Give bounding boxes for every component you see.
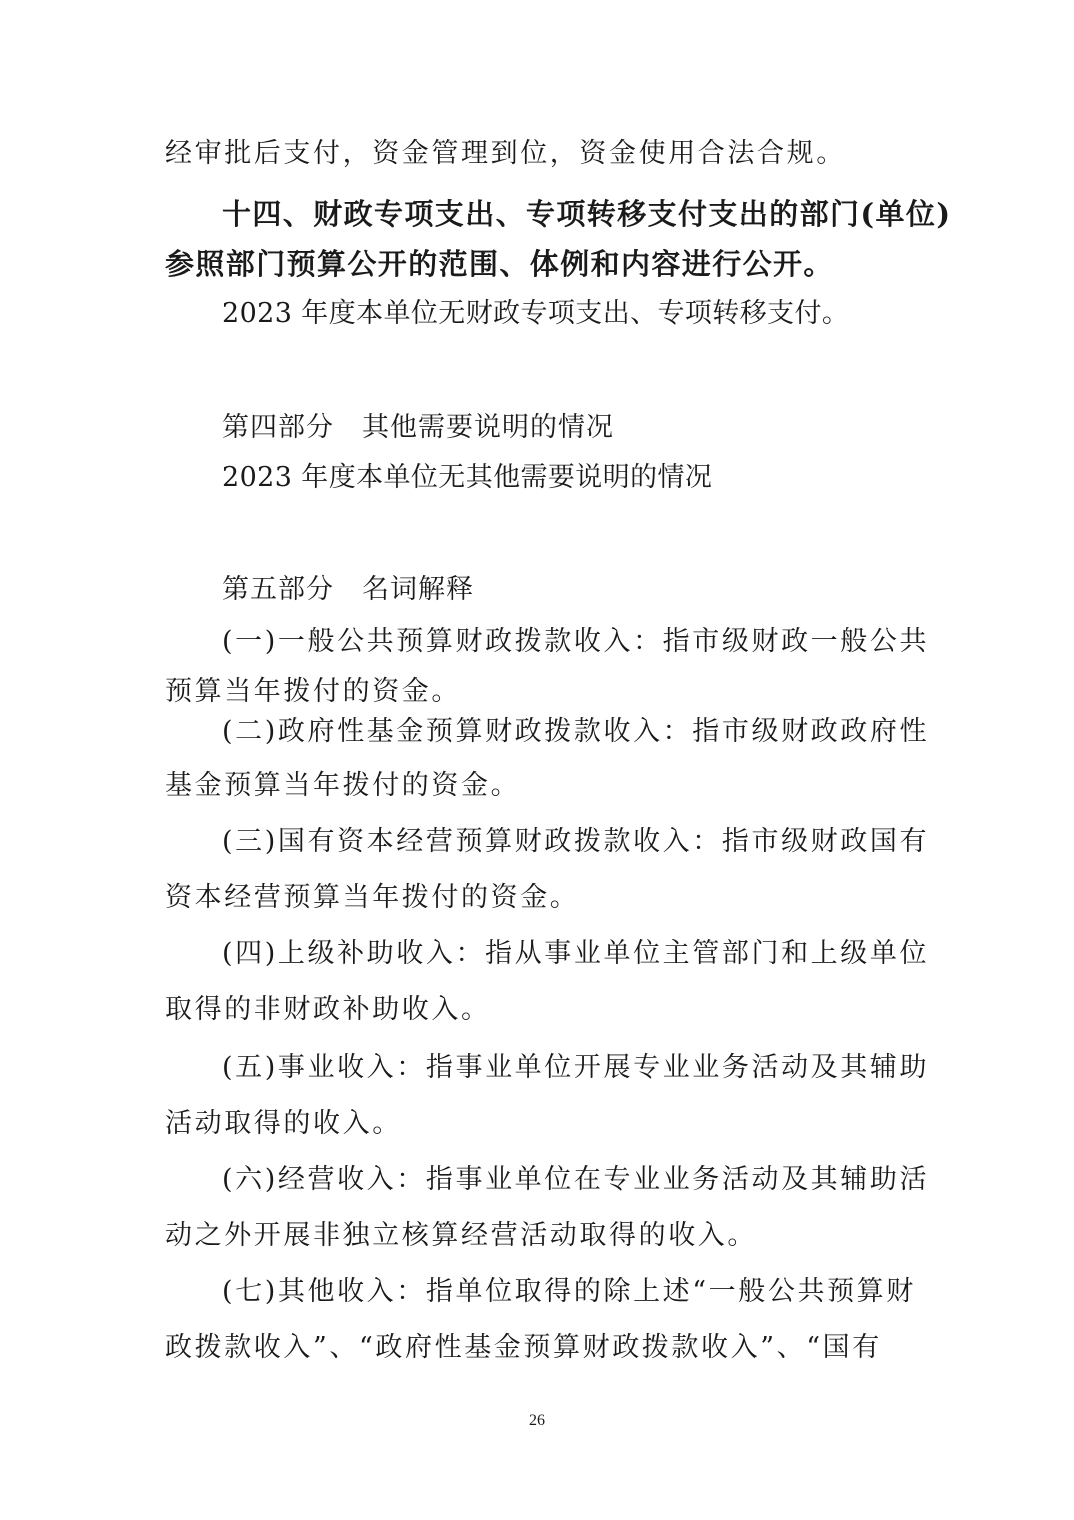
definition-item-cont: 基金预算当年拨付的资金。	[165, 770, 521, 801]
definition-item-cont: 资本经营预算当年拨付的资金。	[165, 882, 580, 913]
definition-item: (三)国有资本经营预算财政拨款收入：指市级财政国有	[222, 826, 930, 857]
definition-item-cont: 政拨款收入”、“政府性基金预算财政拨款收入”、“国有	[165, 1332, 882, 1363]
body-text-line: 经审批后支付，资金管理到位，资金使用合法合规。	[165, 138, 846, 169]
definition-item: (一)一般公共预算财政拨款收入：指市级财政一般公共	[222, 626, 930, 657]
definition-item: (四)上级补助收入：指从事业单位主管部门和上级单位	[222, 938, 930, 969]
part-four-heading: 第四部分 其他需要说明的情况	[222, 412, 614, 443]
definition-item-cont: 取得的非财政补助收入。	[165, 994, 491, 1025]
section-fourteen-title: 十四、财政专项支出、专项转移支付支出的部门(单位)	[222, 197, 952, 231]
definition-item: (七)其他收入：指单位取得的除上述“一般公共预算财	[222, 1276, 916, 1307]
definition-item-cont: 活动取得的收入。	[165, 1108, 402, 1139]
definition-item: (二)政府性基金预算财政拨款收入：指市级财政政府性	[222, 716, 930, 747]
part-five-heading: 第五部分 名词解释	[222, 574, 474, 605]
body-text-line: 2023 年度本单位无其他需要说明的情况	[222, 462, 713, 493]
definition-item-cont: 动之外开展非独立核算经营活动取得的收入。	[165, 1220, 757, 1251]
page-number: 26	[529, 1412, 545, 1429]
definition-item: (五)事业收入：指事业单位开展专业业务活动及其辅助	[222, 1052, 930, 1083]
definition-item: (六)经营收入：指事业单位在专业业务活动及其辅助活	[222, 1164, 930, 1195]
section-fourteen-title-cont: 参照部门预算公开的范围、体例和内容进行公开。	[165, 247, 834, 281]
body-text-line: 2023 年度本单位无财政专项支出、专项转移支付。	[222, 298, 850, 329]
definition-item-cont: 预算当年拨付的资金。	[165, 676, 461, 707]
